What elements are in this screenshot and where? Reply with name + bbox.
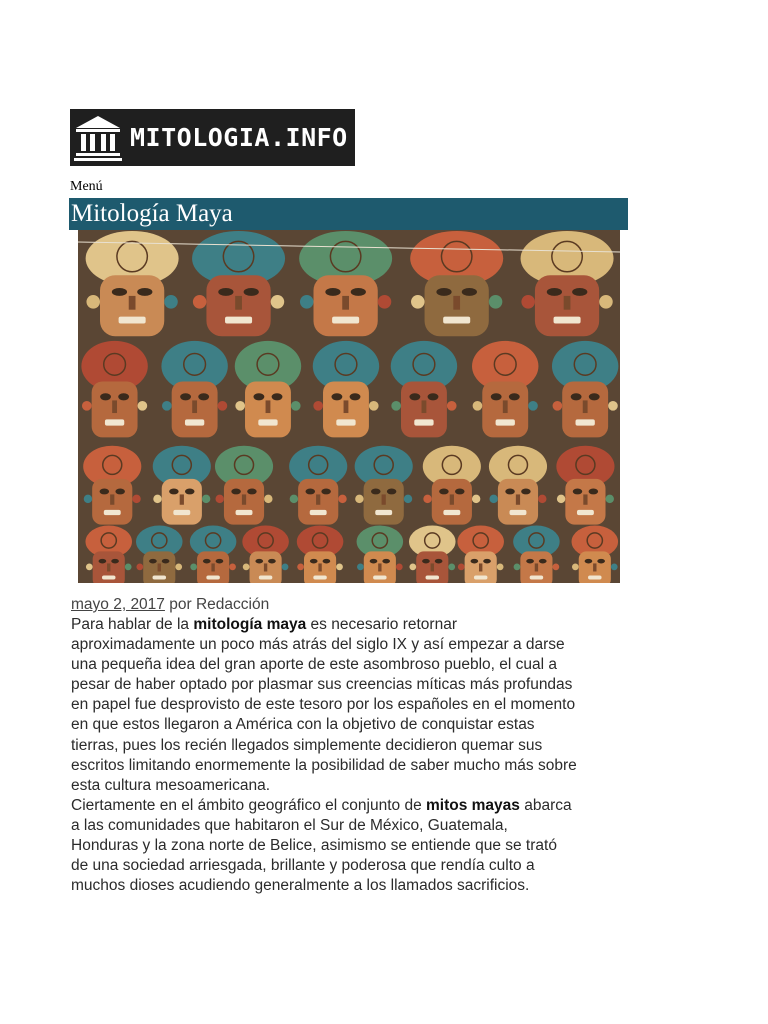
paragraph-1-lead: Para hablar de la bbox=[71, 616, 190, 633]
page-title: Mitología Maya bbox=[71, 200, 233, 227]
paragraph-2-line: muchos dioses acudiendo generalmente a los llamados sacrificios. bbox=[71, 877, 530, 895]
paragraph-1-line: en que estos llegaron a América con la objetivo de conquistar estas bbox=[71, 716, 535, 734]
paragraph-1-after-keyword: es necesario retornar bbox=[310, 616, 457, 633]
maya-masks-illustration bbox=[78, 230, 620, 583]
post-meta bbox=[71, 596, 269, 614]
paragraph-2 bbox=[71, 796, 631, 896]
paragraph-1-line: esta cultura mesoamericana. bbox=[71, 776, 271, 794]
hero-image bbox=[78, 230, 620, 583]
keyword-mitologia-maya: mitología maya bbox=[193, 616, 307, 633]
menu-link[interactable]: Menú bbox=[70, 179, 103, 194]
paragraph-1-first-line bbox=[71, 615, 631, 635]
byline-prefix: por bbox=[169, 596, 192, 613]
paragraph-1-line: aproximadamente un poco más atrás del siglo IX y así empezar a darse bbox=[71, 636, 565, 654]
logo-text: MITOLOGIA.INFO bbox=[130, 123, 348, 152]
paragraph-1 bbox=[71, 615, 631, 796]
post-date-link[interactable]: mayo 2, 2017 bbox=[71, 596, 165, 613]
paragraph-2-after-keyword: abarca bbox=[524, 796, 572, 814]
site-logo[interactable] bbox=[70, 109, 355, 166]
keyword-mitos-mayas: mitos mayas bbox=[426, 796, 520, 814]
paragraph-1-line: pesar de haber optado por plasmar sus creencias míticas más profundas bbox=[71, 676, 573, 694]
paragraph-1-line: escritos limitando enormemente la posibilidad de saber mucho más sobre bbox=[71, 756, 577, 774]
paragraph-1-line: tierras, pues los recién llegados simplemente decidieron quemar sus bbox=[71, 736, 543, 754]
paragraph-2-line: a las comunidades que habitaron el Sur de México, Guatemala, bbox=[71, 816, 508, 834]
paragraph-1-line: una pequeña idea del gran aporte de este asombroso pueblo, el cual a bbox=[71, 656, 558, 674]
paragraph-2-line: de una sociedad arriesgada, brillante y poderosa que rendía culto a bbox=[71, 857, 535, 875]
paragraph-2-first-line bbox=[71, 796, 631, 816]
article-body bbox=[71, 615, 631, 896]
post-author: Redacción bbox=[195, 596, 270, 613]
paragraph-2-line: Honduras y la zona norte de Belice, asimismo se entiende que se trató bbox=[71, 837, 557, 855]
paragraph-1-line: en papel fue desprovisto de este tesoro por los españoles en el momento bbox=[71, 696, 576, 714]
greek-temple-icon bbox=[72, 113, 124, 163]
page-title-bar bbox=[69, 198, 628, 230]
paragraph-2-lead: Ciertamente en el ámbito geográfico el conjunto de bbox=[71, 796, 422, 814]
